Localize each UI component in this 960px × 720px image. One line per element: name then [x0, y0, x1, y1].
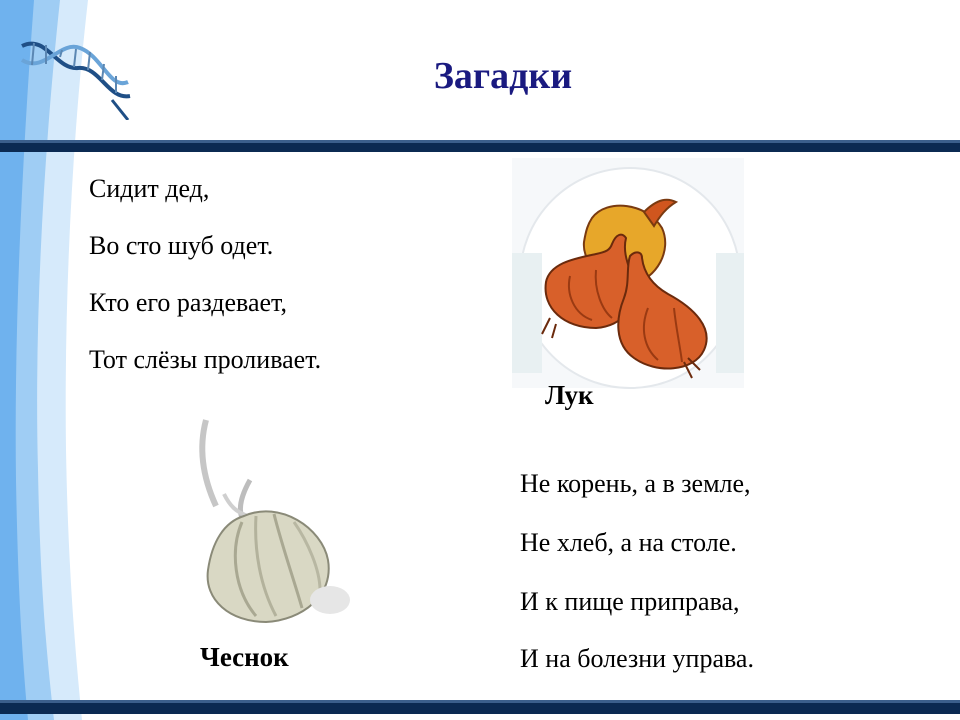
footer-divider-highlight [0, 700, 960, 703]
riddle1-line-3: Кто его раздевает, [89, 288, 287, 317]
riddle2-line-3: И к пище приправа, [520, 587, 740, 616]
riddle1-answer: Лук [545, 380, 594, 410]
header-divider-highlight [0, 140, 960, 143]
garlic-image [190, 410, 360, 630]
riddle1-line-2: Во сто шуб одет. [89, 231, 274, 260]
riddle2-line-2: Не хлеб, а на столе. [520, 528, 737, 557]
riddle2-line-1: Не корень, а в земле, [520, 469, 751, 498]
onion-image [512, 158, 744, 398]
riddle2-answer: Чеснок [200, 642, 289, 672]
slide-title: Загадки [433, 55, 573, 97]
riddle2-line-4: И на болезни управа. [520, 644, 754, 673]
riddle1-line-4: Тот слёзы проливает. [89, 345, 322, 374]
riddle1-line-1: Сидит дед, [89, 174, 210, 203]
